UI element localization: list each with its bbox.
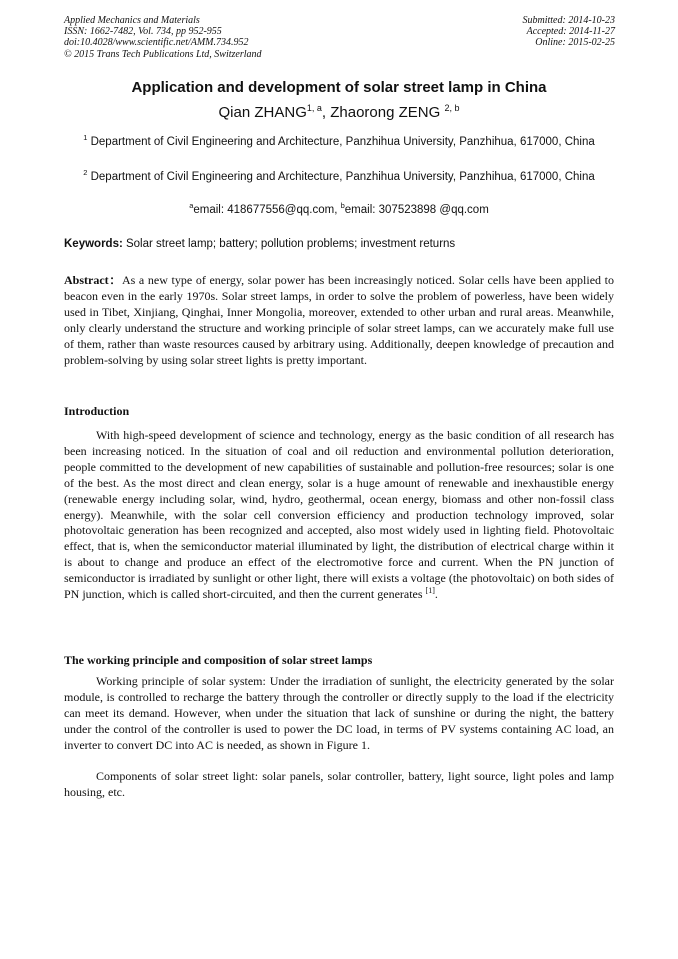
author-line (0, 103, 678, 121)
affiliation-sup: 2 (83, 168, 88, 177)
citation-ref[interactable]: [1] (425, 586, 435, 596)
abstract-label: Abstract： (64, 273, 122, 287)
journal-name: Applied Mechanics and Materials (64, 15, 200, 26)
doi: doi:10.4028/www.scientific.net/AMM.734.952 (64, 37, 249, 49)
online-date: Online: 2015-02-25 (535, 37, 615, 49)
email-text: email: 307523898 @qq.com (344, 203, 489, 216)
author-sup: 2, b (444, 103, 460, 113)
issn: ISSN: 1662-7482, Vol. 734, pp 952-955 (64, 26, 222, 38)
author-sup: 1, a (306, 103, 322, 113)
author-separator: , (321, 104, 331, 121)
affiliation-1 (64, 130, 614, 150)
section-heading-working-principle: The working principle and composition of solar street lamps (64, 653, 373, 667)
abstract (64, 273, 614, 368)
accepted-date: Accepted: 2014-11-27 (526, 26, 615, 38)
introduction-end: . (434, 587, 438, 602)
submitted-date: Submitted: 2014-10-23 (522, 15, 615, 26)
email-sup: b (340, 201, 345, 210)
section-heading-introduction: Introduction (64, 404, 130, 418)
components-paragraph: Components of solar street light: solar panels, solar controller, battery, light source, light poles and lamp housing, etc. (64, 769, 614, 799)
email-line (0, 201, 678, 216)
email-sup: a (189, 201, 194, 210)
introduction-text: With high-speed development of science and technology, energy as the basic condition of all research has been increasing noticed. In the situation of coal and oil reduction and environmental pollution deterioration, people committed to the development of new capabilities of sustainable and pollution-free resources; solar is one of the best. As the most direct and clean energy, solar is a huge amount of renewable and inexhaustible energy (renewable energy including solar, wind, hydro, geothermal, ocean energy, biomass and other non-fossil class energy). Meanwhile, with the solar cell conversion efficiency and production technology improved, solar photovoltaic generation has been recognized and accepted, also most widely used in lighting field. Photovoltaic effect, that is, when the semiconductor material illuminated by light, the distribution of electrical charge within it is about to change and produce an effect of the electromotive force and current. When the PN junction of semiconductor is irradiated by sunlight or other light, there will exists a voltage (the photovoltaic) on both sides of PN junction, which is called short-circuited, and then the current generates (64, 428, 614, 602)
author-name: Zhaorong ZENG (330, 104, 441, 121)
journal-info (64, 15, 262, 60)
affiliation-text: Department of Civil Engineering and Architecture, Panzhihua University, Panzhihua, 617000, China (90, 135, 595, 148)
email-text: email: 418677556@qq.com, (193, 203, 341, 216)
keywords-text: Solar street lamp; battery; pollution problems; investment returns (122, 238, 456, 250)
affiliation-sup: 1 (83, 133, 88, 142)
abstract-text: As a new type of energy, solar power has been increasingly noticed. Solar cells have been applied to beacon even in the early 1970s. Solar street lamps, in order to solve the problem of powerless, have been widely used in Tibet, Xinjiang, Qinghai, Inner Mongolia, moreover, extended to other urban and rural areas. Meanwhile, only clearly understand the structure and working principle of solar street lamps, can we accurately make full use of them, rather than waste resources caused by arbitrary using. Additionally, deepen knowledge of precaution and problem-solving by using solar street lights is pretty important. (64, 273, 614, 367)
author-name: Qian ZHANG (218, 104, 307, 121)
publication-dates (523, 15, 616, 49)
working-principle-paragraph: Working principle of solar system: Under the irradiation of sunlight, the electricity generated by the solar module, is controlled to recharge the battery through the controller or directly supply to the load if the electricity can meet its demand. However, when under the situation that lack of sunshine or during the night, the battery under the control of the controller is used to power the DC load, in terms of PV systems containing AC load, an inverter to convert DC into AC is needed, as shown in Figure 1. (64, 674, 614, 752)
paper-title: Application and development of solar street lamp in China (131, 79, 547, 96)
affiliation-text: Department of Civil Engineering and Architecture, Panzhihua University, Panzhihua, 617000, China (90, 170, 595, 183)
keywords-label: Keywords: (64, 238, 123, 250)
copyright: © 2015 Trans Tech Publications Ltd, Switzerland (64, 48, 262, 60)
affiliation-2 (64, 165, 614, 185)
keywords (64, 238, 614, 250)
introduction-paragraph (64, 428, 614, 603)
